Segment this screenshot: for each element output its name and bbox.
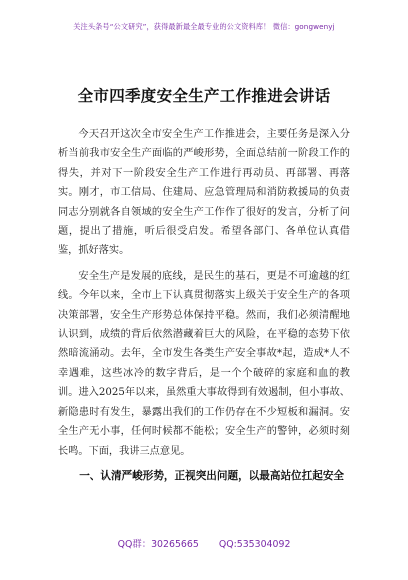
footer-qq-number: QQ:535304092 (218, 539, 291, 550)
footer-contact (0, 536, 408, 550)
document-body (58, 125, 350, 486)
document-title: 全市四季度安全生产工作推进会讲话 (77, 87, 331, 105)
footer-qq-group: QQ群：30265665 (117, 539, 199, 550)
section-heading-1: 一、认清严峻形势，正视突出问题，以最高站位扛起安全 (79, 469, 345, 482)
top-banner: 关注头条号“公文研究”，获得最新最全最专业的公文资料库！ 微信：gongwenyj (73, 22, 335, 31)
paragraph-situation: 安全生产是发展的底线，是民生的基石，更是不可逾越的红线。今年以来，全市上下认真贯彻落实上级关于安全生产的各项决策部署，安全生产形势总体保持平稳。然而，我们必须清醒地认识到，成绩的背后依然潜藏着巨大的风险，在平稳的态势下依然暗流涌动。去年，全市发生各类生产安全事故*起，造成*人不幸遇难，这些冰冷的数字背后，是一个个破碎的家庭和血的教训。进入2025年以来，虽然重大事故得到有效遏制，但小事故、新隐患时有发生，暴露出我们的工作仍存在不少短板和漏洞。安全生产无小事，任何时候都不能松；安全生产的警钟，必须时刻长鸣。下面，我讲三点意见。 (58, 270, 350, 457)
paragraph-intro: 今天召开这次全市安全生产工作推进会，主要任务是深入分析当前我市安全生产面临的严峻形势，全面总结前一阶段工作的得失，并对下一阶段安全生产工作进行再动员、再部署、再落实。刚才，市工信局、住建局、应急管理局和消防救援局的负责同志分别就各自领域的安全生产工作作了很好的发言，分析了问题，提出了措施，听后很受启发。希望各部门、各单位认真借鉴，抓好落实。 (58, 129, 350, 257)
